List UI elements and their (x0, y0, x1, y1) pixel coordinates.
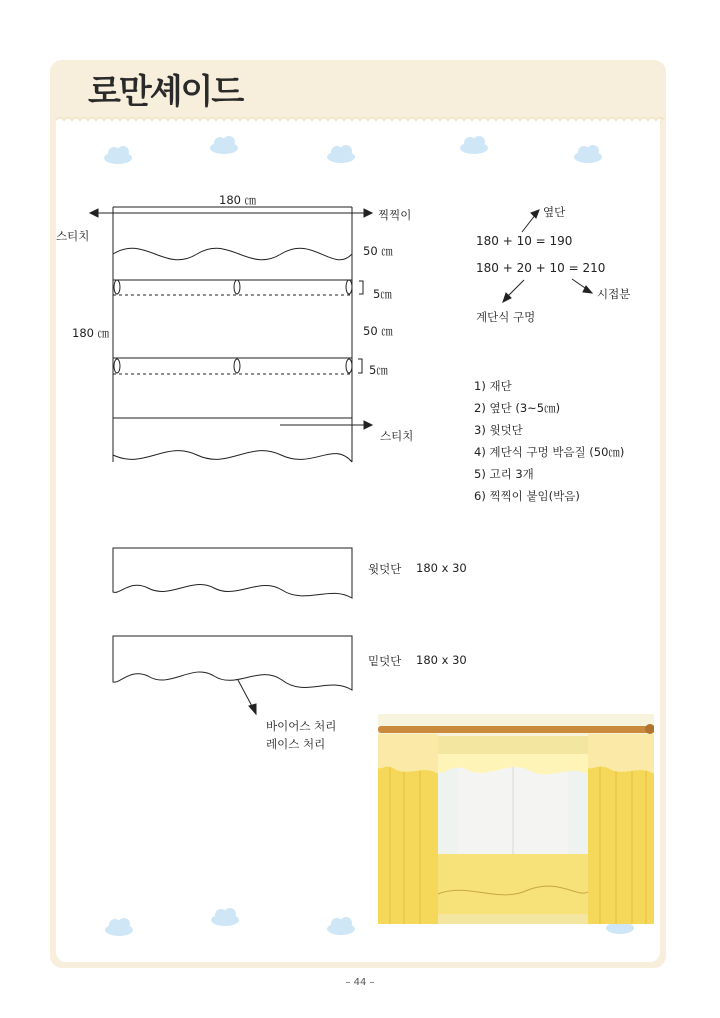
cloud-icon (105, 918, 133, 936)
ring-icon (234, 280, 240, 294)
finish-label-1: 바이어스 처리 (266, 719, 337, 733)
dim-50-1: 50 ㎝ (363, 244, 393, 258)
step-item: 6) 찍찍이 붙임(박음) (474, 489, 580, 503)
cloud-icon (574, 145, 602, 163)
seam-label: 시접분 (597, 287, 631, 301)
step-item: 5) 고리 3개 (474, 467, 534, 481)
step-item: 1) 재단 (474, 379, 512, 393)
dim-5-1: 5㎝ (373, 287, 392, 301)
ring-icon (114, 359, 120, 373)
ring-icon (114, 280, 120, 294)
cloud-icon (460, 136, 488, 154)
dim-50-2: 50 ㎝ (363, 324, 393, 338)
bottom-valance-shape (113, 636, 352, 690)
cloud-icon (104, 146, 132, 164)
top-valance-size: 180 x 30 (416, 561, 467, 575)
top-valance-name: 윗덧단 (368, 562, 402, 576)
calc-line-1: 180 + 10 = 190 (476, 234, 573, 248)
cloud-icon (327, 917, 355, 935)
width-label: 180 ㎝ (219, 193, 257, 207)
step-hole-label: 계단식 구멍 (476, 310, 536, 324)
bracket-5cm (358, 359, 362, 373)
bracket-5cm (359, 281, 363, 294)
cloud-icon (327, 145, 355, 163)
stitch-top-label: 스티치 (56, 229, 90, 243)
side-hem-arrow (522, 214, 536, 232)
arrow-right-icon (364, 209, 372, 217)
bottom-wave (113, 451, 352, 462)
curtain-illustration (378, 714, 654, 924)
dim-5-2: 5㎝ (369, 363, 388, 377)
stitch-bottom-label: 스티치 (380, 429, 414, 443)
step-item: 4) 계단식 구멍 박음질 (50㎝) (474, 445, 625, 459)
cloud-icon (211, 908, 239, 926)
arrow-up-icon (531, 210, 539, 218)
ring-icon (346, 359, 352, 373)
velcro-label: 찍찍이 (378, 208, 412, 222)
ring-icon (346, 280, 352, 294)
page-title: 로만셰이드 (88, 72, 243, 112)
top-valance-shape (113, 548, 352, 598)
roman-shade-diagram (90, 207, 592, 714)
ring-icon (234, 359, 240, 373)
finish-label-2: 레이스 처리 (266, 737, 326, 751)
step-item: 3) 윗덧단 (474, 423, 523, 437)
height-label: 180 ㎝ (72, 326, 110, 340)
wave-line (113, 248, 352, 260)
step-item: 2) 옆단 (3~5㎝) (474, 401, 561, 415)
side-hem-label: 옆단 (543, 205, 566, 219)
roman-shade-photo (378, 714, 654, 924)
arrow-right-icon (364, 421, 372, 429)
scallop-edge (56, 118, 664, 121)
bottom-valance-name: 밑덧단 (368, 654, 402, 668)
cloud-icon (210, 136, 238, 154)
bottom-valance-size: 180 x 30 (416, 653, 467, 667)
page-number: – 44 – (345, 977, 375, 988)
arrow-down-icon (249, 704, 256, 714)
arrow-left-icon (90, 209, 98, 217)
calc-line-2: 180 + 20 + 10 = 210 (476, 261, 606, 275)
